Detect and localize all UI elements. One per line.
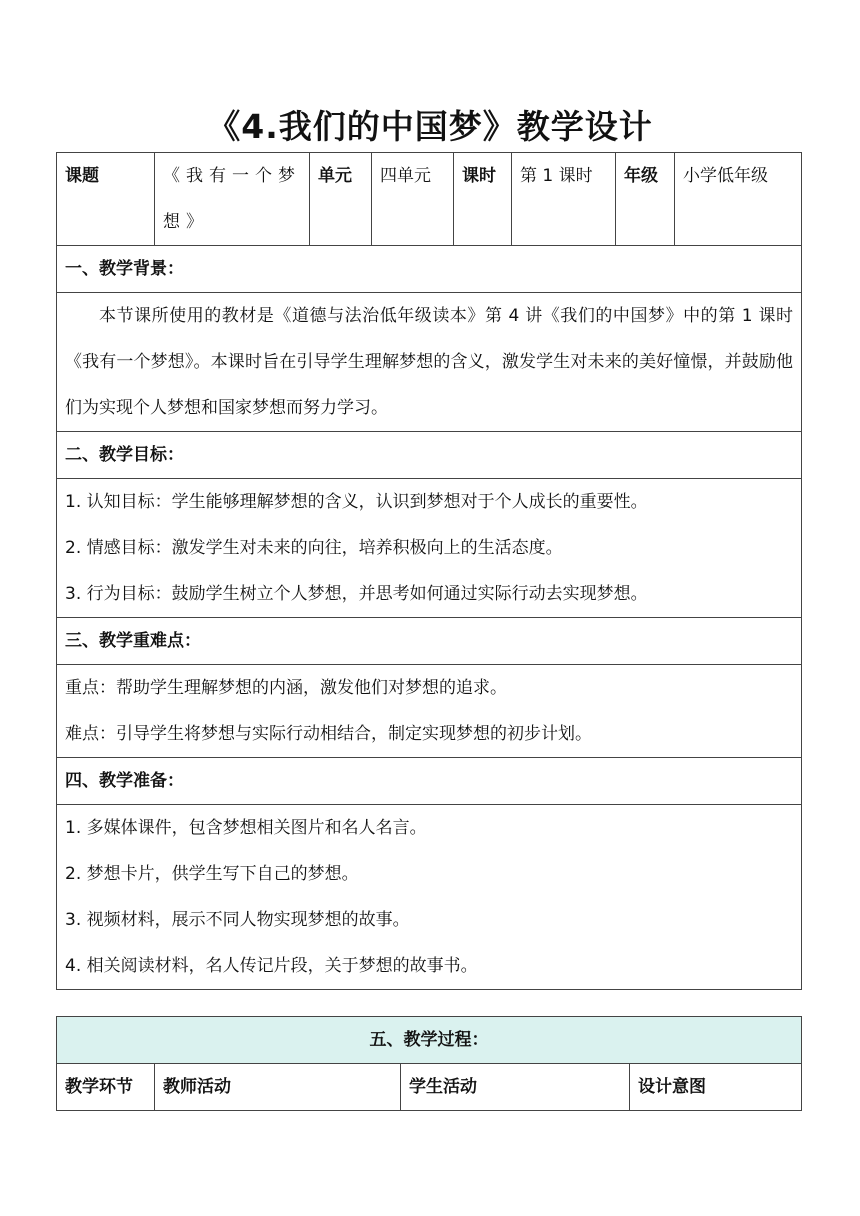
keypoints-heading: 三、教学重难点： [57,618,802,665]
page-title: 《4.我们的中国梦》教学设计 [207,107,653,146]
process-table [56,1016,802,1111]
topic-value: 《我有一个梦想》 [155,153,310,246]
goals-list [57,479,802,618]
column-header: 学生活动 [401,1064,630,1111]
column-header: 设计意图 [630,1064,802,1111]
goal-item: 1. 认知目标：学生能够理解梦想的含义，认识到梦想对于个人成长的重要性。 [65,492,648,512]
goal-item: 3. 行为目标：鼓励学生树立个人梦想，并思考如何通过实际行动去实现梦想。 [65,584,648,604]
background-heading: 一、教学背景： [57,246,802,293]
unit-value: 四单元 [372,153,454,246]
keypoint-item: 重点：帮助学生理解梦想的内涵，激发他们对梦想的追求。 [65,678,507,698]
process-heading: 五、教学过程： [57,1017,802,1064]
preparation-item: 3. 视频材料，展示不同人物实现梦想的故事。 [65,910,410,930]
keypoints-list [57,665,802,758]
grade-value: 小学低年级 [675,153,802,246]
preparation-item: 1. 多媒体课件，包含梦想相关图片和名人名言。 [65,818,427,838]
grade-label: 年级 [616,153,675,246]
background-paragraph: 本节课所使用的教材是《道德与法治低年级读本》第 4 讲《我们的中国梦》中的第 1 课时《我有一个梦想》。本课时旨在引导学生理解梦想的含义，激发学生对未来的美好憧憬，并鼓励他们为实现个人梦想和国家梦想而努力学习。 [57,293,802,432]
column-header: 教师活动 [155,1064,401,1111]
keypoint-item: 难点：引导学生将梦想与实际行动相结合，制定实现梦想的初步计划。 [65,724,592,744]
unit-label: 单元 [310,153,372,246]
topic-label: 课题 [57,153,155,246]
lesson-value: 第 1 课时 [512,153,616,246]
lesson-info-table [56,152,802,990]
preparation-item: 4. 相关阅读材料，名人传记片段，关于梦想的故事书。 [65,956,478,976]
column-header: 教学环节 [57,1064,155,1111]
goals-heading: 二、教学目标： [57,432,802,479]
lesson-label: 课时 [454,153,512,246]
process-header-row [57,1064,802,1111]
preparation-heading: 四、教学准备： [57,758,802,805]
preparation-list [57,805,802,990]
info-row [57,153,802,246]
preparation-item: 2. 梦想卡片，供学生写下自己的梦想。 [65,864,359,884]
goal-item: 2. 情感目标：激发学生对未来的向往，培养积极向上的生活态度。 [65,538,563,558]
